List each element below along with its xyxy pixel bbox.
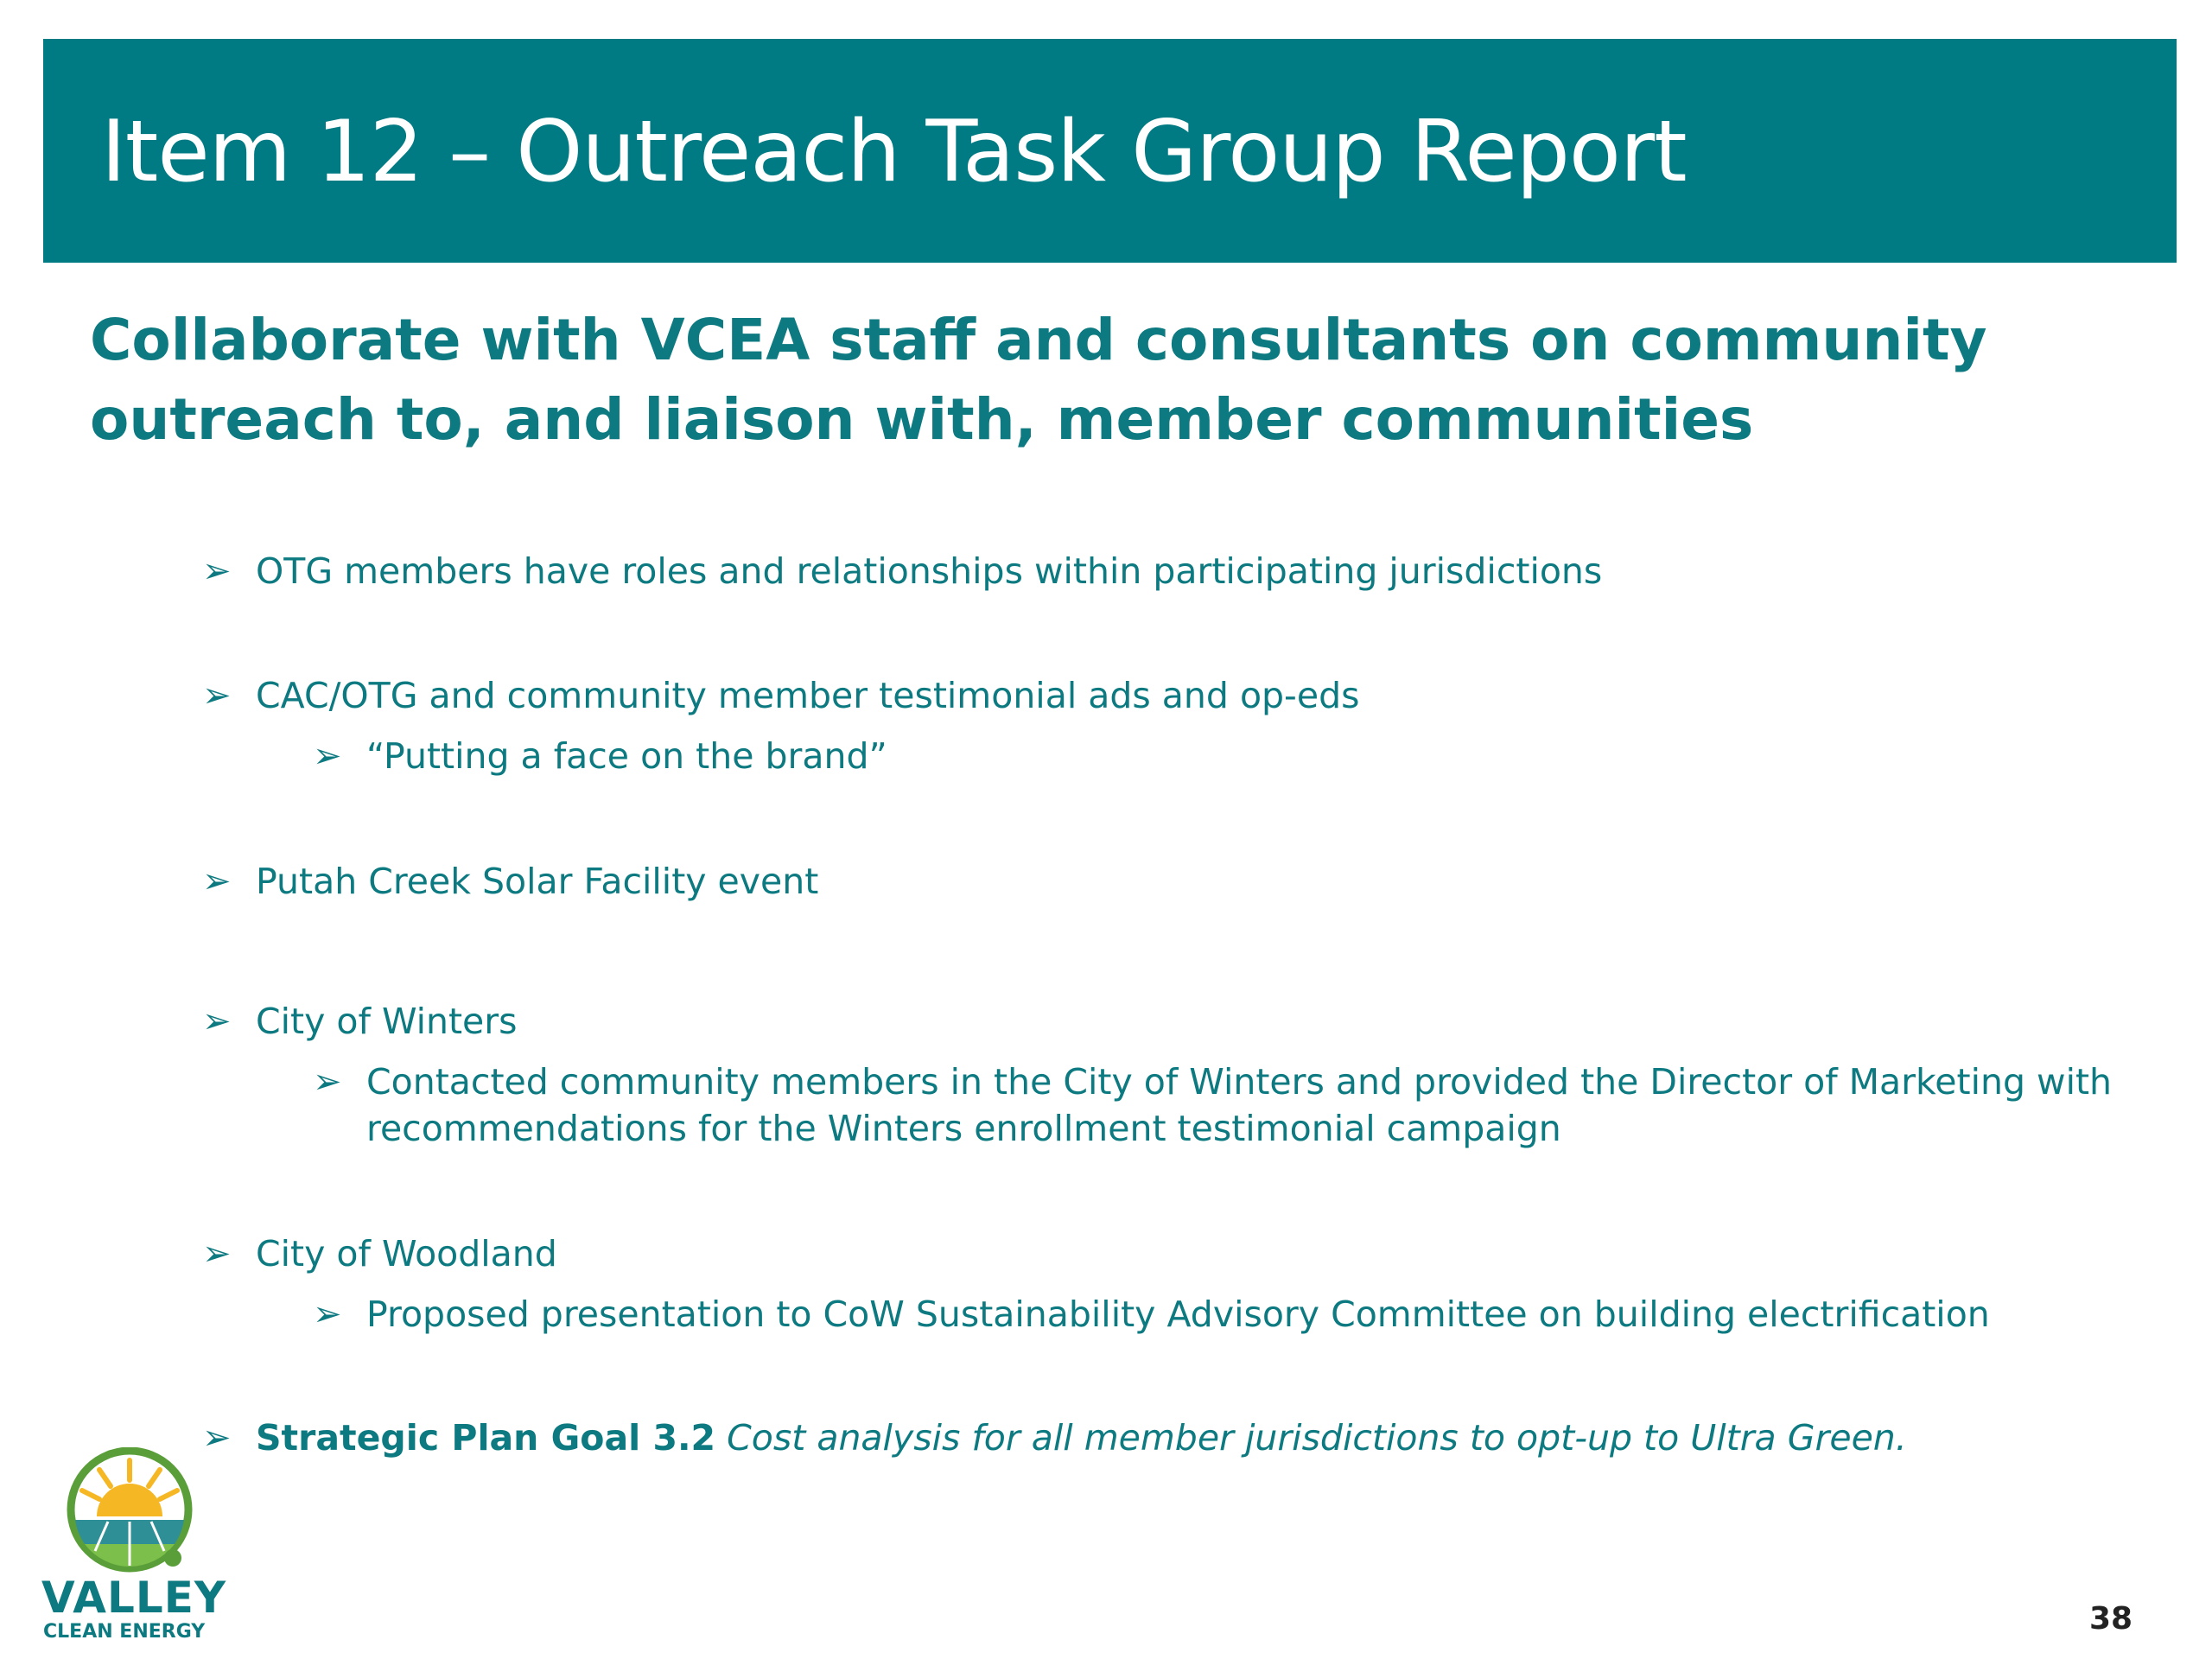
arrow-bullet-icon: ➢ [313, 1294, 342, 1334]
arrow-bullet-icon: ➢ [202, 1001, 232, 1041]
bullet-item [202, 548, 2113, 594]
arrow-bullet-icon: ➢ [202, 861, 232, 901]
strategic-goal-text: Cost analysis for all member jurisdictions to opt-up to Ultra Green. [727, 1417, 1907, 1459]
strategic-goal-label: Strategic Plan Goal 3.2 [256, 1417, 716, 1459]
strategic-goal-bullet [202, 1414, 2113, 1461]
arrow-bullet-icon: ➢ [202, 1234, 232, 1274]
bullet-item [202, 1230, 2113, 1277]
logo-wordmark: VALLEY [41, 1573, 227, 1623]
arrow-bullet-icon: ➢ [202, 676, 232, 715]
sub-bullet-item [313, 1058, 2120, 1152]
bullet-item [202, 858, 2113, 905]
arrow-bullet-icon: ➢ [313, 1062, 342, 1102]
bullet-text: City of Woodland [256, 1233, 557, 1274]
bullet-text: OTG members have roles and relationships within participating jurisdictions [256, 550, 1603, 592]
bullet-text: Putah Creek Solar Facility event [256, 861, 819, 902]
slide-subtitle: Collaborate with VCEA staff and consultants on community outreach to, and liaison with, member communities [90, 307, 1987, 453]
bullet-item [202, 672, 2113, 719]
bullet-item [202, 998, 2113, 1045]
bullet-text: Proposed presentation to CoW Sustainability Advisory Committee on building electrification [366, 1294, 1990, 1335]
page-number: 38 [2089, 1601, 2133, 1637]
arrow-bullet-icon: ➢ [202, 551, 232, 591]
arrow-bullet-icon: ➢ [202, 1418, 232, 1458]
logo-subtitle: CLEAN ENERGY [43, 1621, 206, 1643]
sub-bullet-item [313, 733, 2120, 779]
bullet-text: Contacted community members in the City of Winters and provided the Director of Marketing with recommendations for the Winters enrollment testimonial campaign [366, 1061, 2113, 1149]
arrow-bullet-icon: ➢ [313, 736, 342, 776]
sub-bullet-item [313, 1291, 2120, 1338]
bullet-text: City of Winters [256, 1001, 518, 1042]
slide-title: Item 12 – Outreach Task Group Report [101, 103, 1687, 201]
bullet-text: “Putting a face on the brand” [366, 735, 887, 777]
bullet-text: CAC/OTG and community member testimonial ads and op-eds [256, 675, 1360, 716]
